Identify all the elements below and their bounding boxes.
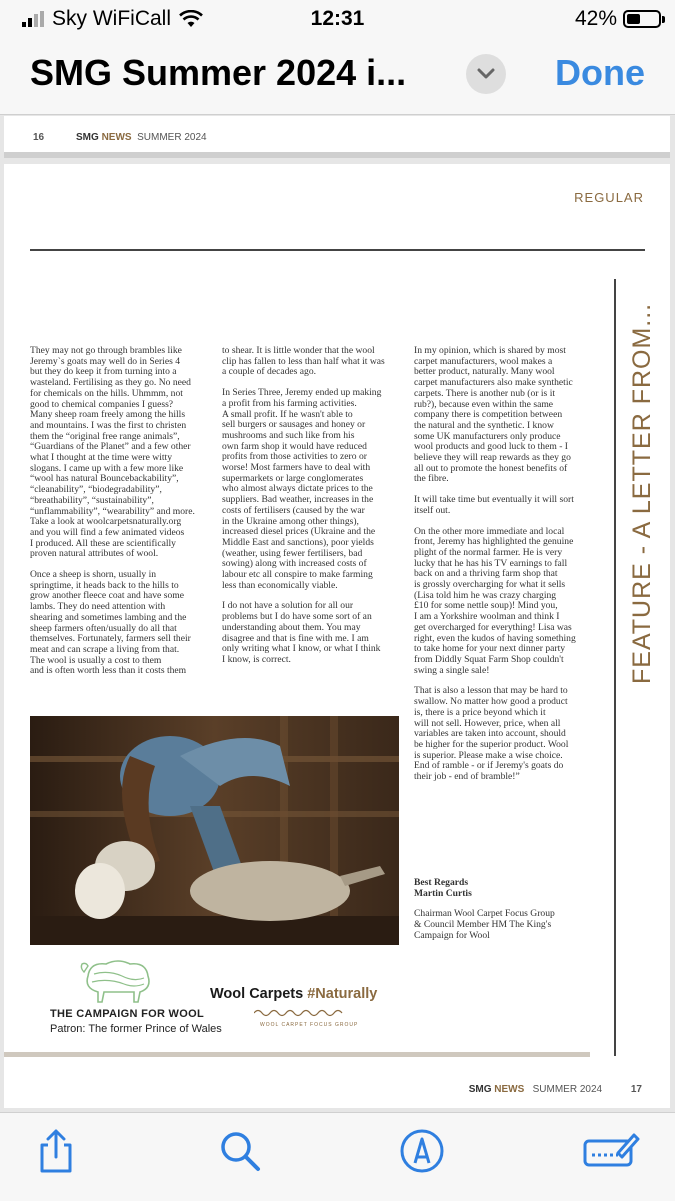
- sheep-shearing-photo: [30, 716, 399, 945]
- footer-news: NEWS: [494, 1084, 525, 1095]
- page-header: [76, 132, 207, 143]
- logo-name: Wool Carpets: [210, 986, 308, 1002]
- navigation-bar: [0, 38, 675, 115]
- paragraph: In Series Three, Jeremy ended up making a profit from his farming activities. A small profit. If he wasn't able to sell burgers or sausages and honey or mushrooms and such like from his own farm shop it would have reduced profits from those activities to zero or worse! Most farmers have to deal with supermarkets or large conglomerates who almost always dictate prices to the suppliers. Bad weather, increases in the costs of fertilisers (caused by the war in the Ukraine among other things), increased diesel prices (Ukraine and the Middle East and sanctions), poor yields (weather, using fewer fertilisers, bad sowing) along with increased costs of labour etc all conspire to make farming less than economically viable.: [222, 387, 382, 591]
- battery-group: [575, 7, 661, 31]
- paragraph: It will take time but eventually it will sort itself out.: [414, 494, 574, 516]
- regards: Best Regards: [414, 877, 469, 888]
- author-name: Martin Curtis: [414, 887, 472, 899]
- paragraph: In my opinion, which is shared by most carpet manufacturers, wool makes a better product, naturally. Many wool carpet manufacturers also make synthetic carpets. There is another nub (or is it rub?), because even within the same company there is competition between the natural and the synthetic. I know some UK manufacturers only produce wool products and good luck to them - I believe they will reap rewards as they go all out to promote the honest benefits of the fibre.: [414, 345, 573, 485]
- text-column-3: [414, 346, 600, 793]
- wool-carpets-naturally-logo: [210, 986, 400, 1034]
- footer-smg: SMG: [468, 1084, 492, 1095]
- header-issue: SUMMER 2024: [137, 132, 207, 143]
- page-footer: [469, 1084, 642, 1095]
- clock: 12:31: [310, 7, 365, 30]
- done-button[interactable]: Done: [555, 52, 645, 93]
- bottom-rule: [4, 1052, 590, 1057]
- wave-pattern-icon: [254, 1008, 344, 1018]
- share-icon: [32, 1127, 80, 1175]
- battery-percent: 42%: [574, 7, 617, 30]
- signoff: [414, 878, 600, 942]
- share-button[interactable]: [32, 1127, 80, 1175]
- page-number: 17: [630, 1084, 642, 1095]
- paragraph: I do not have a solution for all our problems but I do have some sort of an understanding about them. You may disagree and that is fine with me. I am only writing what I know, or what I think I know, is correct.: [222, 600, 381, 665]
- text-column-2: [222, 346, 402, 676]
- vertical-rule: [614, 279, 616, 1056]
- campaign-title: THE CAMPAIGN FOR WOOL: [50, 1008, 204, 1020]
- header-smg: SMG: [76, 132, 99, 143]
- markup-button[interactable]: [398, 1127, 446, 1175]
- text-column-1: [30, 346, 225, 687]
- magazine-page[interactable]: [4, 164, 670, 1108]
- markup-icon: [398, 1127, 446, 1175]
- status-bar: [0, 0, 675, 38]
- search-button[interactable]: [216, 1127, 264, 1175]
- paragraph: That is also a lesson that may be hard to swallow. No matter how good a product is, there is a price beyond which it will not sell. However, price, when all variables are taken into account, should be higher for the superior product. Wool is superior. Please make a wise choice. End of ramble - or if Jeremy's goats do their job - end of bramble!”: [414, 685, 569, 783]
- page-number: 16: [33, 132, 45, 143]
- chevron-down-icon: [477, 68, 495, 80]
- paragraph: Once a sheep is shorn, usually in springtime, it heads back to the hills to grow another fleece coat and have some lambs. They do need attention with shearing and sometimes lambing and the sheep farmers often/usually do all that themselves. Fortunately, farmers sell their meat and can scrape a living from that. The wool is usually a cost to them and is often worth less than it costs them: [30, 569, 191, 677]
- logo-wordmark: [210, 986, 400, 1002]
- paragraph: They may not go through brambles like Jeremy`s goats may well do in Series 4 but they do keep it from turning into a wasteland. Fertilising as they go. No need for chemicals on the hills. Uhmmm, not good to chemical companies I guess? Many sheep roam freely among the hills and mountains. I was the first to christen them the “original free range animals”, “Guardians of the Planet” and a few other what I thought at the time were witty slogans. I came up with a few more like “wool has natural Bouncebackability”, “cleanability”, “biodegradability”, “breathability”, “sustainability”, “unflammability”, “wearability” and more. Take a look at woolcarpetsnaturally.org and you will find a few animated videos I produced. All these are scientifically proven natural attributes of wool.: [30, 345, 195, 560]
- previous-page[interactable]: [4, 116, 670, 158]
- search-icon: [216, 1127, 264, 1175]
- footer-issue: SUMMER 2024: [532, 1084, 603, 1095]
- signature-icon: [582, 1127, 640, 1175]
- logo-subtitle: WOOL CARPET FOCUS GROUP: [260, 1022, 359, 1028]
- title-menu-button[interactable]: [466, 54, 506, 94]
- header-news: NEWS: [101, 132, 132, 143]
- section-label: REGULAR: [574, 190, 644, 205]
- document-title[interactable]: SMG Summer 2024 i...: [30, 52, 407, 93]
- divider: [30, 249, 645, 251]
- signature-button[interactable]: [582, 1127, 640, 1175]
- campaign-patron: Patron: The former Prince of Wales: [50, 1023, 222, 1035]
- battery-icon: [623, 10, 661, 28]
- bottom-toolbar: [0, 1112, 675, 1201]
- paragraph: to shear. It is little wonder that the wool clip has fallen to less than half what it was a couple of decades ago.: [222, 345, 385, 378]
- paragraph: On the other more immediate and local front, Jeremy has highlighted the genuine plight of the normal farmer. He is very lucky that he has his TV earnings to fall back on and a thriving farm shop that is grossly overcharging for what it sells (Lisa told him he was crazy charging £10 for some nettle soup)! Mind you, I am a Yorkshire woolman and think I get overcharged for everything! Lisa was right, even the kudos of having something to take home for your next dinner party from Diddly Squat Farm Shop couldn't swing a single sale!: [414, 525, 576, 676]
- feature-heading: FEATURE - A LETTER FROM...: [628, 302, 656, 684]
- carrier-name: Sky WiFiCall: [52, 7, 171, 30]
- logo-hashtag: #Naturally: [307, 986, 378, 1002]
- sheep-logo-icon: [78, 956, 158, 1004]
- author-role: Chairman Wool Carpet Focus Group & Council Member HM The King's Campaign for Wool: [414, 908, 555, 941]
- campaign-for-wool-logo: [46, 956, 222, 1046]
